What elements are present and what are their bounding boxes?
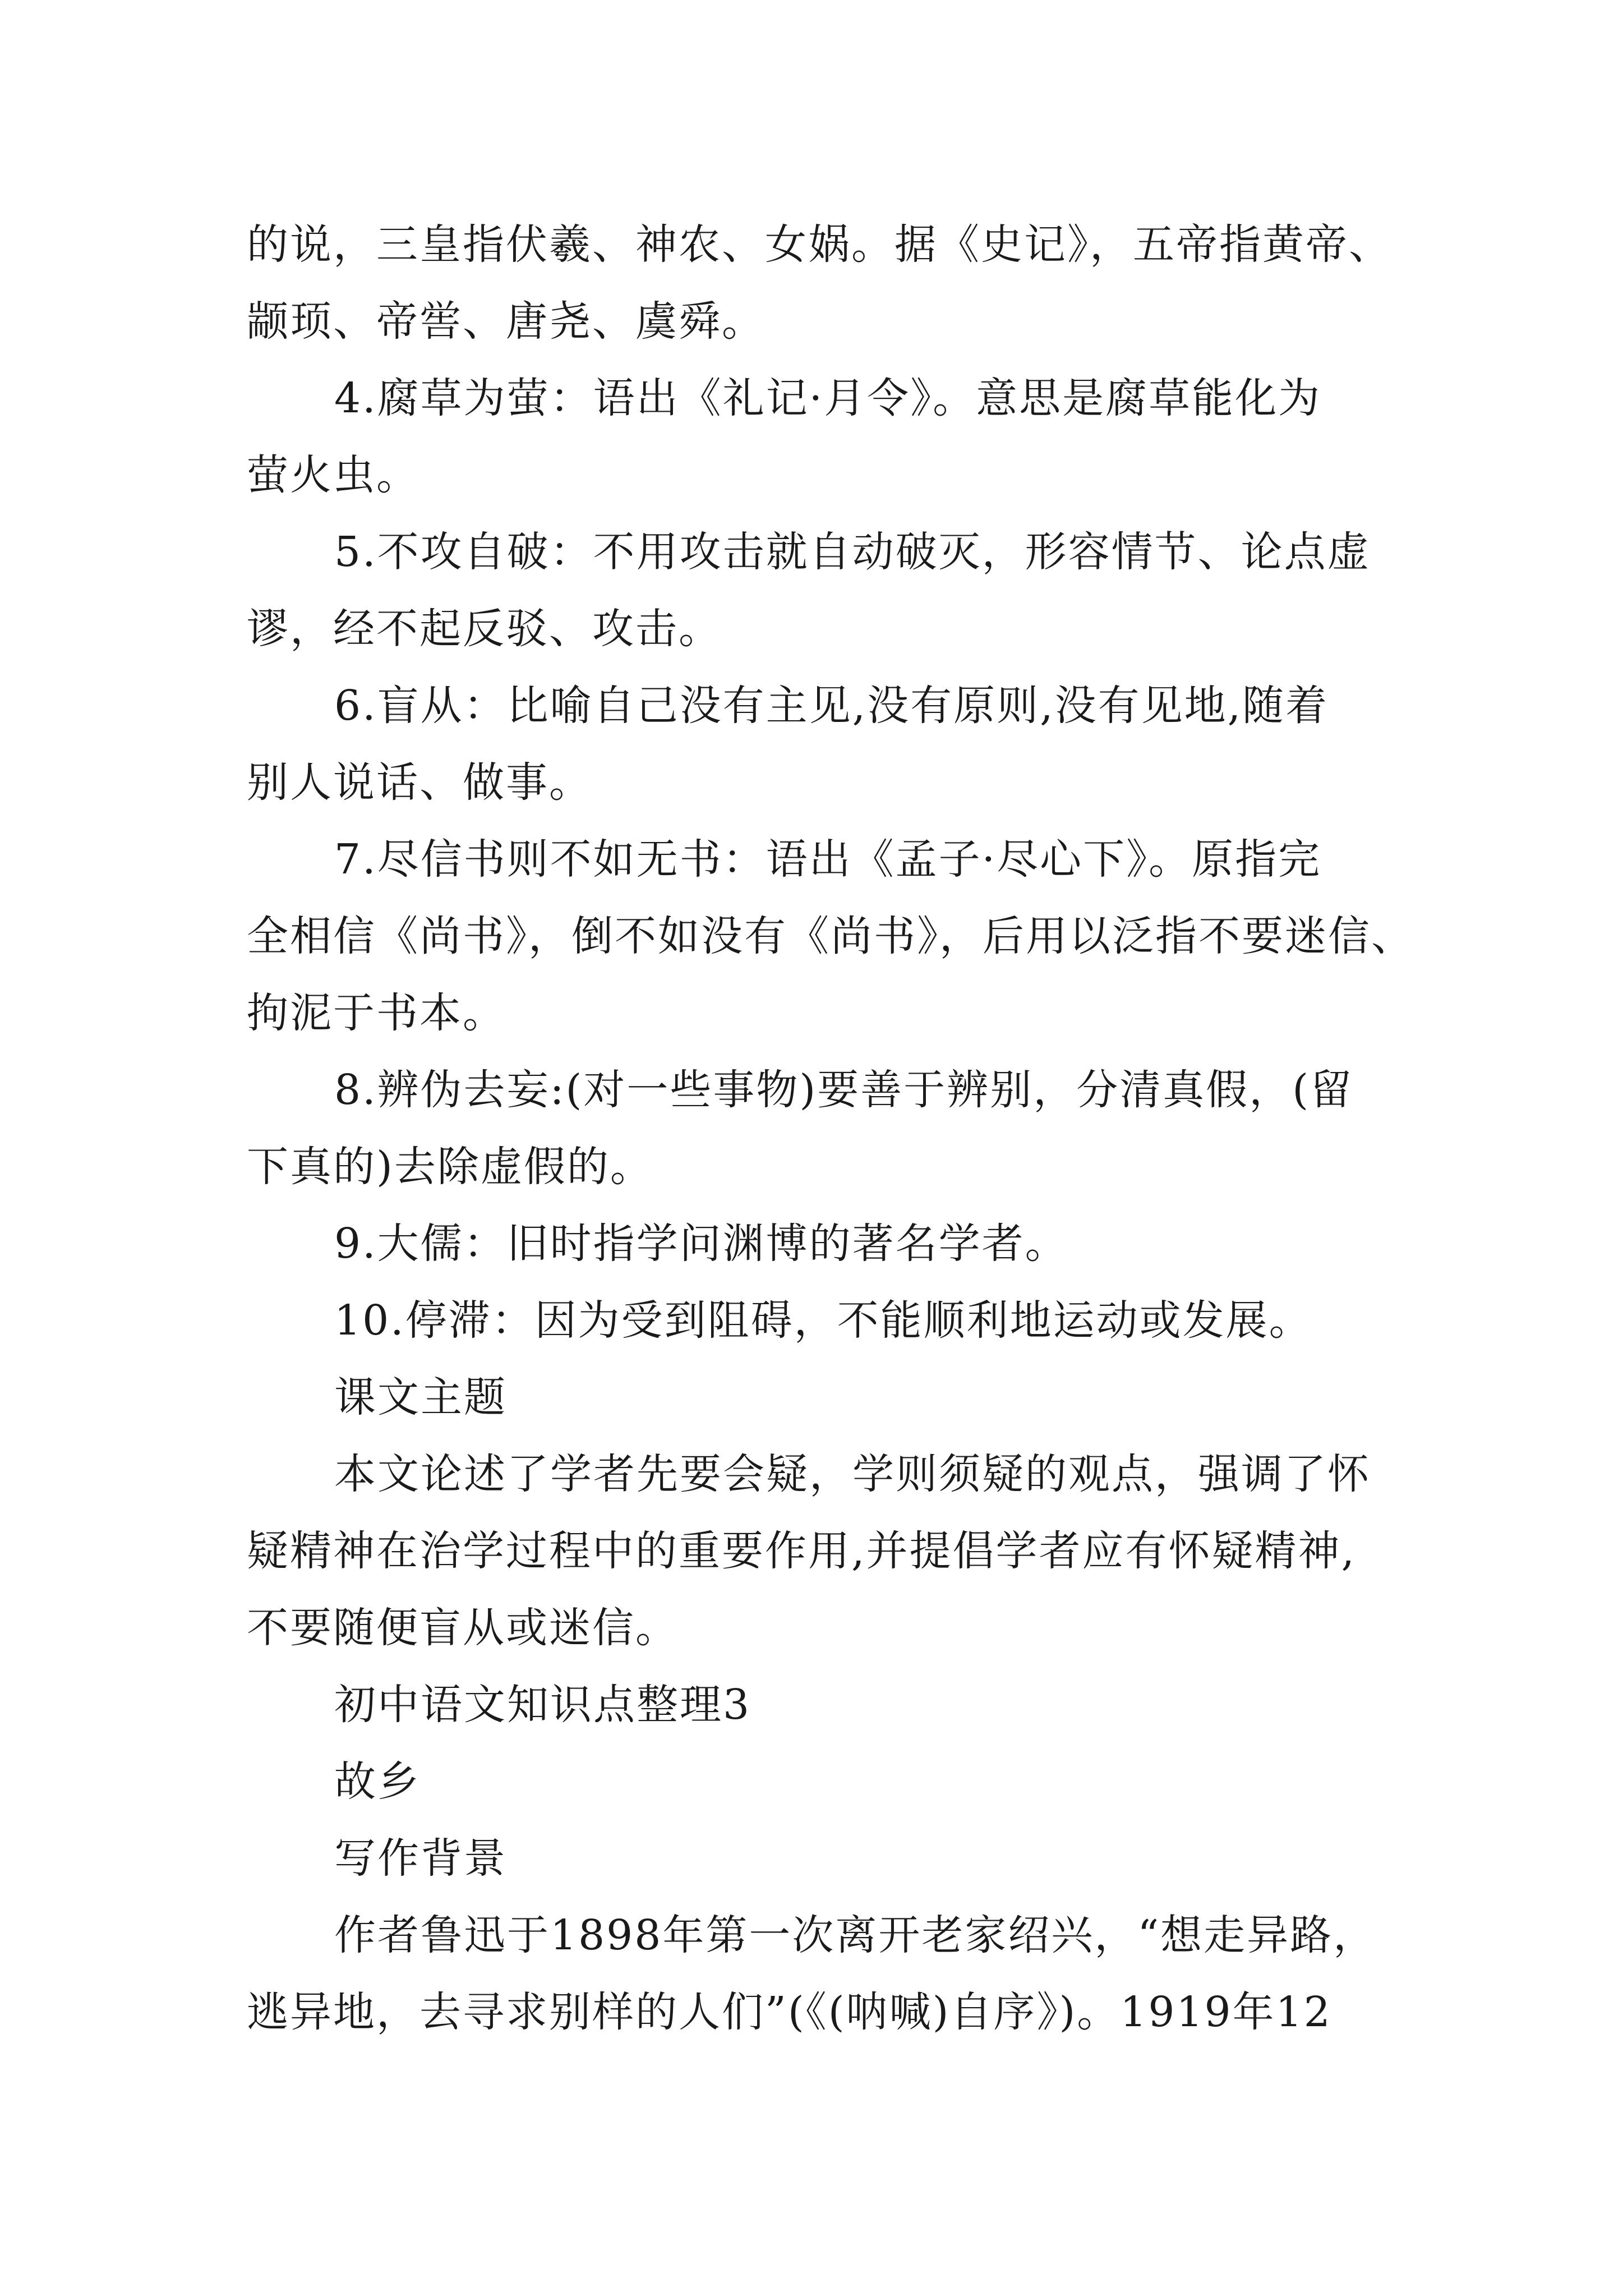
text-line: 课文主题 (334, 1373, 507, 1421)
text-line: 7.尽信书则不如无书：语出《孟子·尽心下》。原指完 (334, 835, 1322, 884)
text-line: 作者鲁迅于1898年第一次离开老家绍兴，“想走异路， (334, 1911, 1377, 1959)
text-line: 4.腐草为萤：语出《礼记·月令》。意思是腐草能化为 (334, 374, 1322, 422)
text-line: 逃异地，去寻求别样的人们”(《(呐喊)自序》)。1919年12 (247, 1988, 1332, 2036)
text-line: 的说，三皇指伏羲、神农、女娲。据《史记》，五帝指黄帝、 (247, 220, 1392, 269)
text-line: 疑精神在治学过程中的重要作用,并提倡学者应有怀疑精神, (247, 1527, 1357, 1575)
text-line: 故乡 (334, 1757, 421, 1806)
text-line: 下真的)去除虚假的。 (247, 1143, 653, 1191)
text-line: 拘泥于书本。 (247, 989, 506, 1037)
text-line: 5.不攻自破：不用攻击就自动破灭，形容情节、论点虚 (334, 528, 1371, 576)
text-line: 9.大儒：旧时指学问渊博的著名学者。 (334, 1220, 1068, 1268)
text-line: 谬，经不起反驳、攻击。 (247, 605, 722, 653)
body-text (247, 206, 1414, 2051)
text-line: 萤火虫。 (247, 451, 419, 499)
text-line: 写作背景 (334, 1834, 507, 1883)
text-line: 8.辨伪去妄:(对一些事物)要善于辨别，分清真假，(留 (334, 1066, 1354, 1114)
text-line: 6.盲从：比喻自己没有主见,没有原则,没有见地,随着 (334, 682, 1329, 730)
text-line: 别人说话、做事。 (247, 758, 592, 807)
text-line: 全相信《尚书》，倒不如没有《尚书》，后用以泛指不要迷信、 (247, 912, 1414, 960)
text-line: 初中语文知识点整理3 (334, 1681, 751, 1729)
text-line: 不要随便盲从或迷信。 (247, 1604, 679, 1652)
text-line: 10.停滞：因为受到阻碍，不能顺利地运动或发展。 (334, 1296, 1312, 1345)
text-line: 本文论述了学者先要会疑，学则须疑的观点，强调了怀 (334, 1450, 1371, 1498)
text-line: 颛顼、帝喾、唐尧、虞舜。 (247, 297, 765, 346)
